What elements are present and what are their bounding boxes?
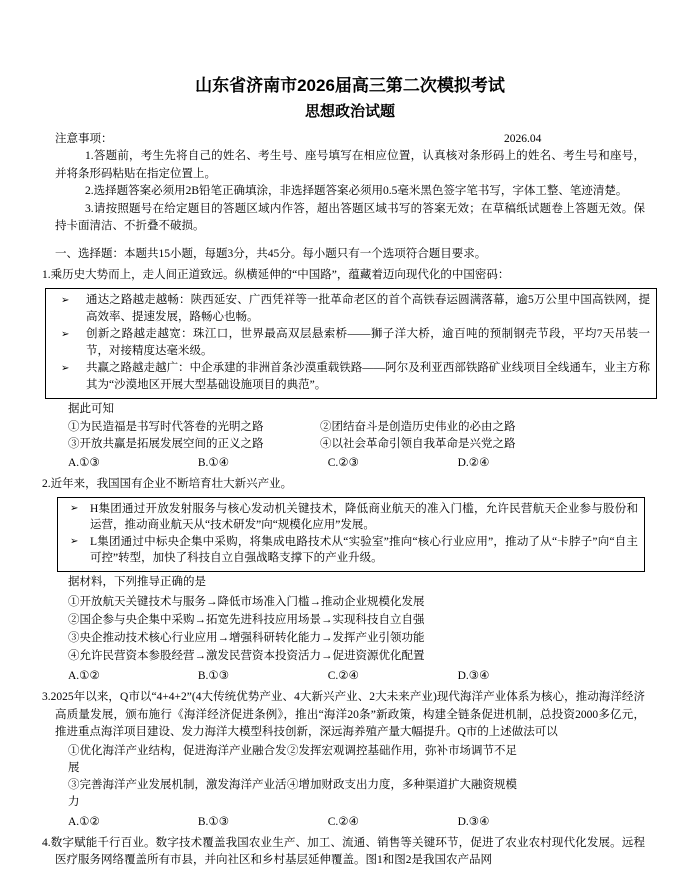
- q2-box-item-2: [58, 534, 638, 567]
- q2-lead: 据材料，下列推导正确的是: [68, 575, 206, 588]
- q3-answer-choices: [68, 814, 645, 831]
- q1-option-1: ①为民造福是书写时代答卷的光明之路: [68, 421, 264, 433]
- q3-answer-a: A.①②: [68, 815, 100, 828]
- notice-item-1: 1.答题前，考生先将自己的姓名、考生号、座号填写在相应位置，认真核对条形码上的姓名、考生号和座号，并将条形码粘贴在指定位置上。: [55, 150, 645, 180]
- q1-answer-choices: [68, 455, 645, 472]
- question-2-material-box: [57, 497, 645, 572]
- notice-item-3: 3.请按照题号在给定题目的答题区域内作答，超出答题区域书写的答案无效；在草稿纸试题卷上答题无效。保持卡面清洁、不折叠不破损。: [55, 202, 645, 232]
- q2-answer-b: B.①③: [197, 670, 230, 682]
- exam-date: 2026.04: [504, 133, 542, 145]
- q2-option-4: ④允许民营资本参股经营→激发民营资本投资活力→促进资源优化配置: [68, 650, 425, 662]
- notice-item-2: 2.选择题答案必须用2B铅笔正确填涂，非选择题答案必须用0.5毫米黑色签字笔书写，字体工整、笔迹清楚。: [85, 185, 628, 197]
- q1-lead: 据此可知: [68, 402, 114, 415]
- question-1-stem: 1.乘历史大势而上，走人间正道致远。纵横延伸的“中国路”，蕴藏着迈向现代化的中国密码：: [42, 269, 510, 281]
- q2-options: [68, 593, 645, 665]
- q2-option-3: ③央企推动技术核心行业应用→增强科研转化能力→发挥产业引领功能: [68, 632, 425, 644]
- arrow-bullet-icon: ➢: [61, 362, 70, 374]
- q2-answer-c: C.②④: [327, 670, 359, 682]
- page-subtitle: 思想政治试题: [304, 103, 395, 120]
- q2-option-1: ①开放航天关键技术与服务→降低市场准入门槛→推动企业规模化发展: [68, 596, 425, 608]
- q1-option-2: ②团结奋斗是创造历史伟业的必由之路: [320, 421, 516, 433]
- notice-header-row: [55, 131, 645, 148]
- q1-box-text-3: 共赢之路越走越广：中企承建的非洲首条沙漠重载铁路——阿尔及利亚西部铁路矿业线项目全线通车，业主方称其为“沙漠地区开展大型基础设施项目的典范”。: [86, 361, 650, 391]
- q1-box-item-3: [46, 360, 650, 394]
- question-4-stem: 4.数字赋能千行百业。数字技术覆盖我国农业生产、加工、流通、销售等关键环节，促进了农业农村现代化发展。远程医疗服务网络覆盖所有市县，并向社区和乡村基层延伸覆盖。图1和图2是我国农产品网: [42, 836, 645, 866]
- arrow-bullet-icon: ➢: [70, 535, 79, 547]
- arrow-bullet-icon: ➢: [70, 502, 79, 514]
- q3-option-4: ④增加财政支出力度，多种渠道扩大融资规模: [287, 778, 517, 791]
- q1-answer-c: C.②③: [327, 457, 359, 469]
- q3-option-1: ①优化海洋产业结构，促进海洋产业融合发展: [68, 744, 287, 774]
- section-heading: 一、选择题：本题共15小题，每题3分，共45分。每小题只有一个选项符合题目要求。: [55, 247, 487, 260]
- q1-box-text-1: 通达之路越走越畅：陕西延安、广西凭祥等一批革命老区的首个高铁春运圆满落幕，逾5万公里中国高铁网，提高效率、提速发展，路畅心也畅。: [86, 293, 650, 323]
- q1-box-text-2: 创新之路越走越宽：珠江口，世界最高双层悬索桥——狮子洋大桥，逾百吨的预制钢壳节段，平均7天吊装一节，对接精度达毫米级。: [86, 327, 650, 357]
- q1-answer-a: A.①③: [68, 457, 100, 469]
- q1-answer-d: D.②④: [457, 457, 490, 469]
- q2-box-text-2: L集团通过中标央企集中采购，将集成电路技术从“实验室”推向“核心行业应用”，推动了从“卡脖子”向“自主可控”转型，加快了科技自立自强战略支撑下的产业升级。: [90, 535, 638, 564]
- q1-option-4: ④以社会革命引领自我革命是兴党之路: [320, 437, 516, 450]
- q2-box-item-1: [58, 501, 638, 534]
- q2-answer-d: D.③④: [457, 670, 490, 682]
- q1-box-item-1: [46, 292, 650, 326]
- q1-box-item-2: [46, 326, 650, 360]
- q1-options: [68, 419, 645, 452]
- q2-option-2: ②国企参与央企集中采购→拓宽先进科技应用场景→实现科技自立自强: [68, 614, 425, 626]
- q3-option-3: ③完善海洋产业发展机制，激发海洋产业活力: [68, 778, 287, 808]
- question-3-stem: 3.2025年以来，Q市以“4+4+2”(4大传统优势产业、4大新兴产业、2大未来产业)现代海洋产业体系为核心，推动海洋经济高质量发展，颁布施行《海洋经济促进条例》，推出“海洋20条”新政策，构建全链条促进机制，总投资2000多亿元，推进重点海洋项目建设、发力海洋大模型科技创新，深远海养殖产量大幅提升。Q市的上述做法可以: [42, 691, 645, 738]
- q3-option-2: ②发挥宏观调控基础作用，弥补市场调节不足: [287, 744, 517, 757]
- q3-answer-c: C.②④: [327, 815, 359, 828]
- q3-answer-b: B.①③: [197, 815, 230, 828]
- question-2-stem: 2.近年来，我国国有企业不断培育壮大新兴产业。: [42, 478, 293, 490]
- q1-answer-b: B.①④: [197, 457, 230, 469]
- arrow-bullet-icon: ➢: [61, 294, 70, 306]
- q1-option-3: ③开放共赢是拓展发展空间的正义之路: [68, 437, 264, 450]
- q2-answer-choices: [68, 668, 645, 685]
- q3-answer-d: D.③④: [457, 815, 490, 828]
- page-title: 山东省济南市2026届高三第二次模拟考试: [195, 76, 505, 95]
- q3-options: [68, 743, 645, 811]
- notice-heading: 注意事项：: [55, 133, 113, 145]
- question-1-material-box: [45, 288, 657, 399]
- arrow-bullet-icon: ➢: [61, 328, 70, 340]
- q2-answer-a: A.①②: [68, 670, 100, 682]
- q2-box-text-1: H集团通过开放发射服务与核心发动机关键技术，降低商业航天的准入门槛，允许民营航天企业参与股份和运营，推动商业航天从“技术研发”向“规模化应用”发展。: [90, 502, 638, 531]
